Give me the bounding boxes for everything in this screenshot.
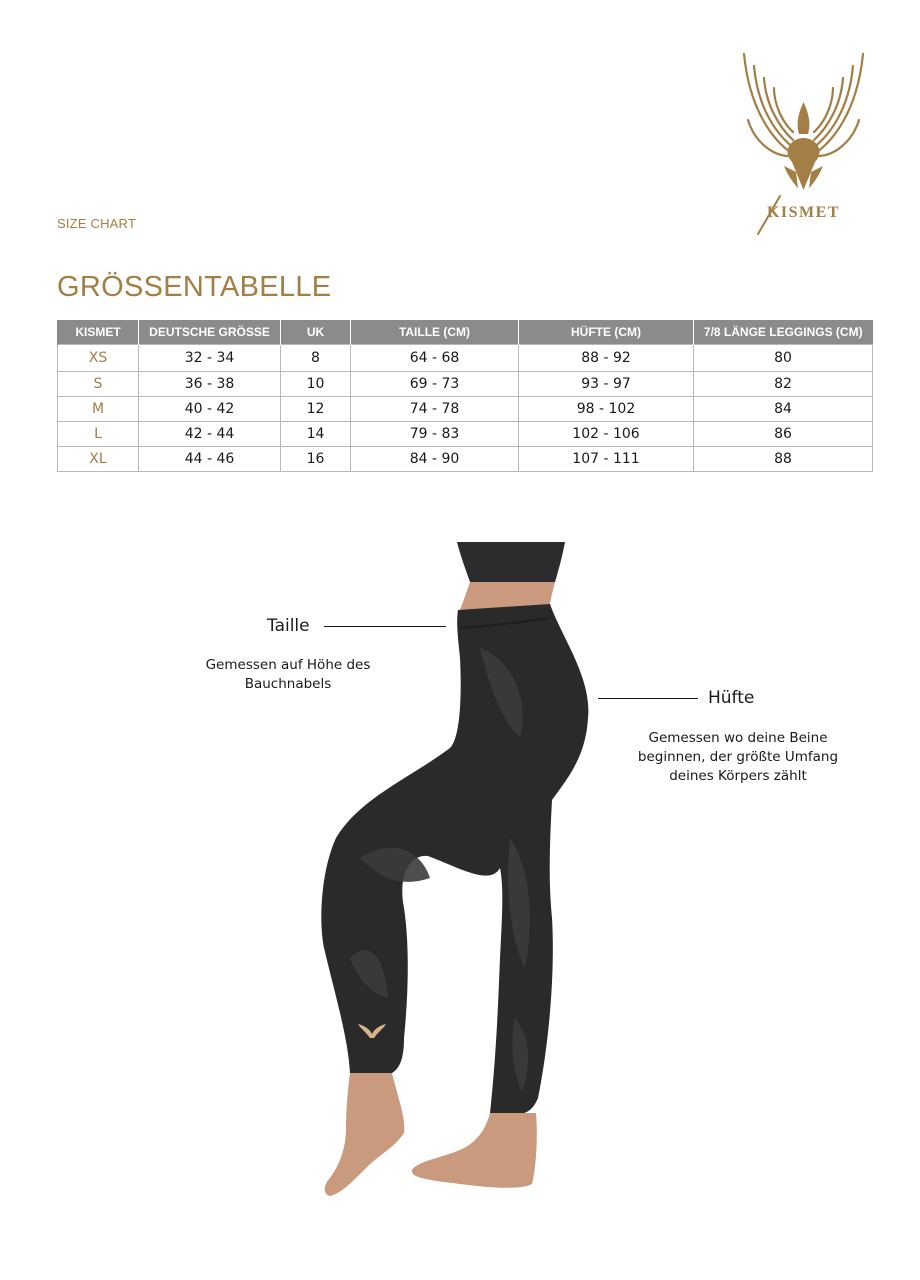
hip-cell: 107 - 111 <box>519 447 694 472</box>
winged-emblem-icon <box>736 44 871 194</box>
length-cell: 84 <box>694 397 873 422</box>
waist-cell: 69 - 73 <box>351 372 519 397</box>
waist-callout-line <box>324 626 446 627</box>
kismet-size-cell: S <box>58 372 139 397</box>
hip-cell: 102 - 106 <box>519 422 694 447</box>
german-size-cell: 36 - 38 <box>139 372 281 397</box>
german-size-cell: 44 - 46 <box>139 447 281 472</box>
column-header-waist: TAILLE (CM) <box>351 320 519 345</box>
uk-size-cell: 12 <box>281 397 351 422</box>
waist-cell: 79 - 83 <box>351 422 519 447</box>
size-chart-label: SIZE CHART <box>57 216 137 231</box>
table-row <box>58 345 873 372</box>
waist-callout-title: Taille <box>267 616 310 636</box>
hip-cell: 98 - 102 <box>519 397 694 422</box>
column-header-german-size: DEUTSCHE GRÖSSE <box>139 320 281 345</box>
waist-cell: 84 - 90 <box>351 447 519 472</box>
model-leggings-image <box>300 538 620 1208</box>
table-row <box>58 447 873 472</box>
german-size-cell: 42 - 44 <box>139 422 281 447</box>
kismet-logo <box>736 44 871 240</box>
waist-callout-description: Gemessen auf Höhe des Bauchnabels <box>205 657 371 692</box>
column-header-kismet: KISMET <box>58 320 139 345</box>
hip-callout-title: Hüfte <box>708 688 755 708</box>
logo-wordmark: KISMET <box>766 204 840 221</box>
column-header-length: 7/8 LÄNGE LEGGINGS (CM) <box>694 320 873 345</box>
table-row <box>58 422 873 447</box>
uk-size-cell: 14 <box>281 422 351 447</box>
german-size-cell: 40 - 42 <box>139 397 281 422</box>
table-row <box>58 397 873 422</box>
length-cell: 80 <box>694 345 873 372</box>
kismet-size-cell: XS <box>58 345 139 372</box>
uk-size-cell: 8 <box>281 345 351 372</box>
column-header-uk: UK <box>281 320 351 345</box>
waist-cell: 64 - 68 <box>351 345 519 372</box>
hip-cell: 93 - 97 <box>519 372 694 397</box>
length-cell: 82 <box>694 372 873 397</box>
kismet-size-cell: L <box>58 422 139 447</box>
size-table <box>57 320 873 472</box>
table-row <box>58 372 873 397</box>
length-cell: 88 <box>694 447 873 472</box>
hip-callout-line <box>598 698 698 699</box>
waist-cell: 74 - 78 <box>351 397 519 422</box>
kismet-size-cell: XL <box>58 447 139 472</box>
page-title: GRÖSSENTABELLE <box>57 271 332 303</box>
german-size-cell: 32 - 34 <box>139 345 281 372</box>
table-header-row <box>58 320 873 345</box>
hip-cell: 88 - 92 <box>519 345 694 372</box>
column-header-hip: HÜFTE (CM) <box>519 320 694 345</box>
length-cell: 86 <box>694 422 873 447</box>
hip-callout-description: Gemessen wo deine Beine beginnen, der größte Umfang deines Körpers zählt <box>637 730 839 784</box>
kismet-size-cell: M <box>58 397 139 422</box>
uk-size-cell: 16 <box>281 447 351 472</box>
uk-size-cell: 10 <box>281 372 351 397</box>
